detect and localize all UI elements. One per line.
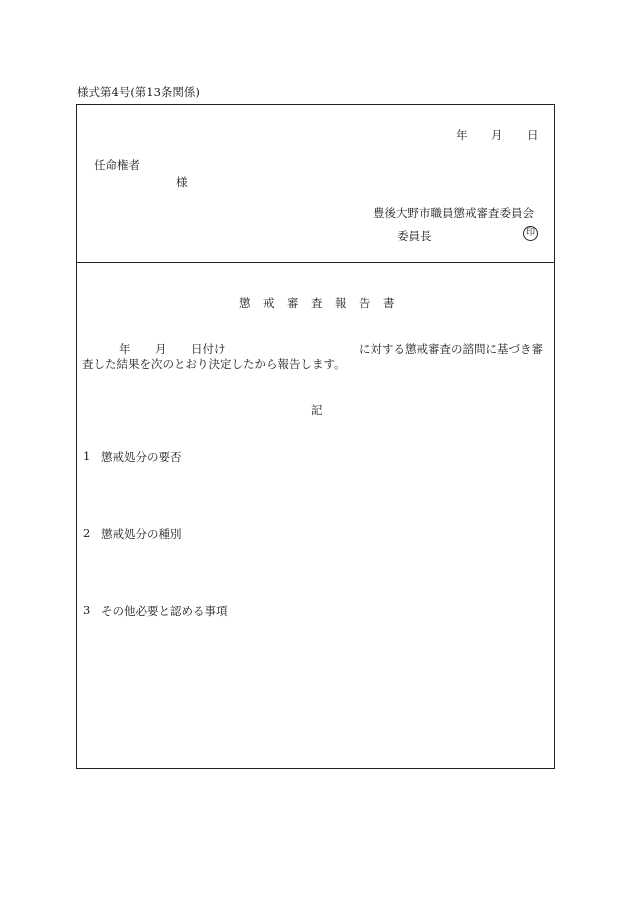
body-day-label: 日付け	[191, 342, 226, 356]
honorific: 様	[176, 175, 188, 189]
title-char: 戒	[263, 296, 275, 310]
recipient-label: 任命権者	[94, 158, 140, 172]
item-label: 懲戒処分の要否	[101, 450, 182, 464]
title-char: 懲	[239, 296, 251, 310]
date-day: 日	[527, 128, 539, 142]
section-divider	[76, 262, 555, 263]
item-number: 3	[83, 603, 91, 617]
item-label: その他必要と認める事項	[101, 604, 228, 618]
title-char: 査	[311, 296, 323, 310]
title-char: 報	[335, 296, 347, 310]
form-number: 様式第4号(第13条関係)	[77, 85, 200, 99]
ki-mark: 記	[311, 403, 323, 417]
body-year: 年	[119, 342, 131, 356]
body-line2: 査した結果を次のとおり決定したから報告します。	[82, 357, 346, 371]
title-char: 審	[287, 296, 299, 310]
chair-label: 委員長	[397, 229, 432, 243]
report-form-frame	[76, 104, 555, 769]
body-month: 月	[155, 342, 167, 356]
item-number: 2	[83, 526, 91, 540]
date-month: 月	[491, 128, 503, 142]
seal-mark: 印	[523, 226, 538, 241]
committee-name: 豊後大野市職員懲戒審査委員会	[373, 206, 534, 220]
item-label: 懲戒処分の種別	[101, 527, 182, 541]
item-number: 1	[83, 449, 91, 463]
title-char: 書	[383, 296, 395, 310]
date-year: 年	[456, 128, 468, 142]
title-char: 告	[359, 296, 371, 310]
body-line1-tail: に対する懲戒審査の諮問に基づき審	[359, 342, 543, 356]
